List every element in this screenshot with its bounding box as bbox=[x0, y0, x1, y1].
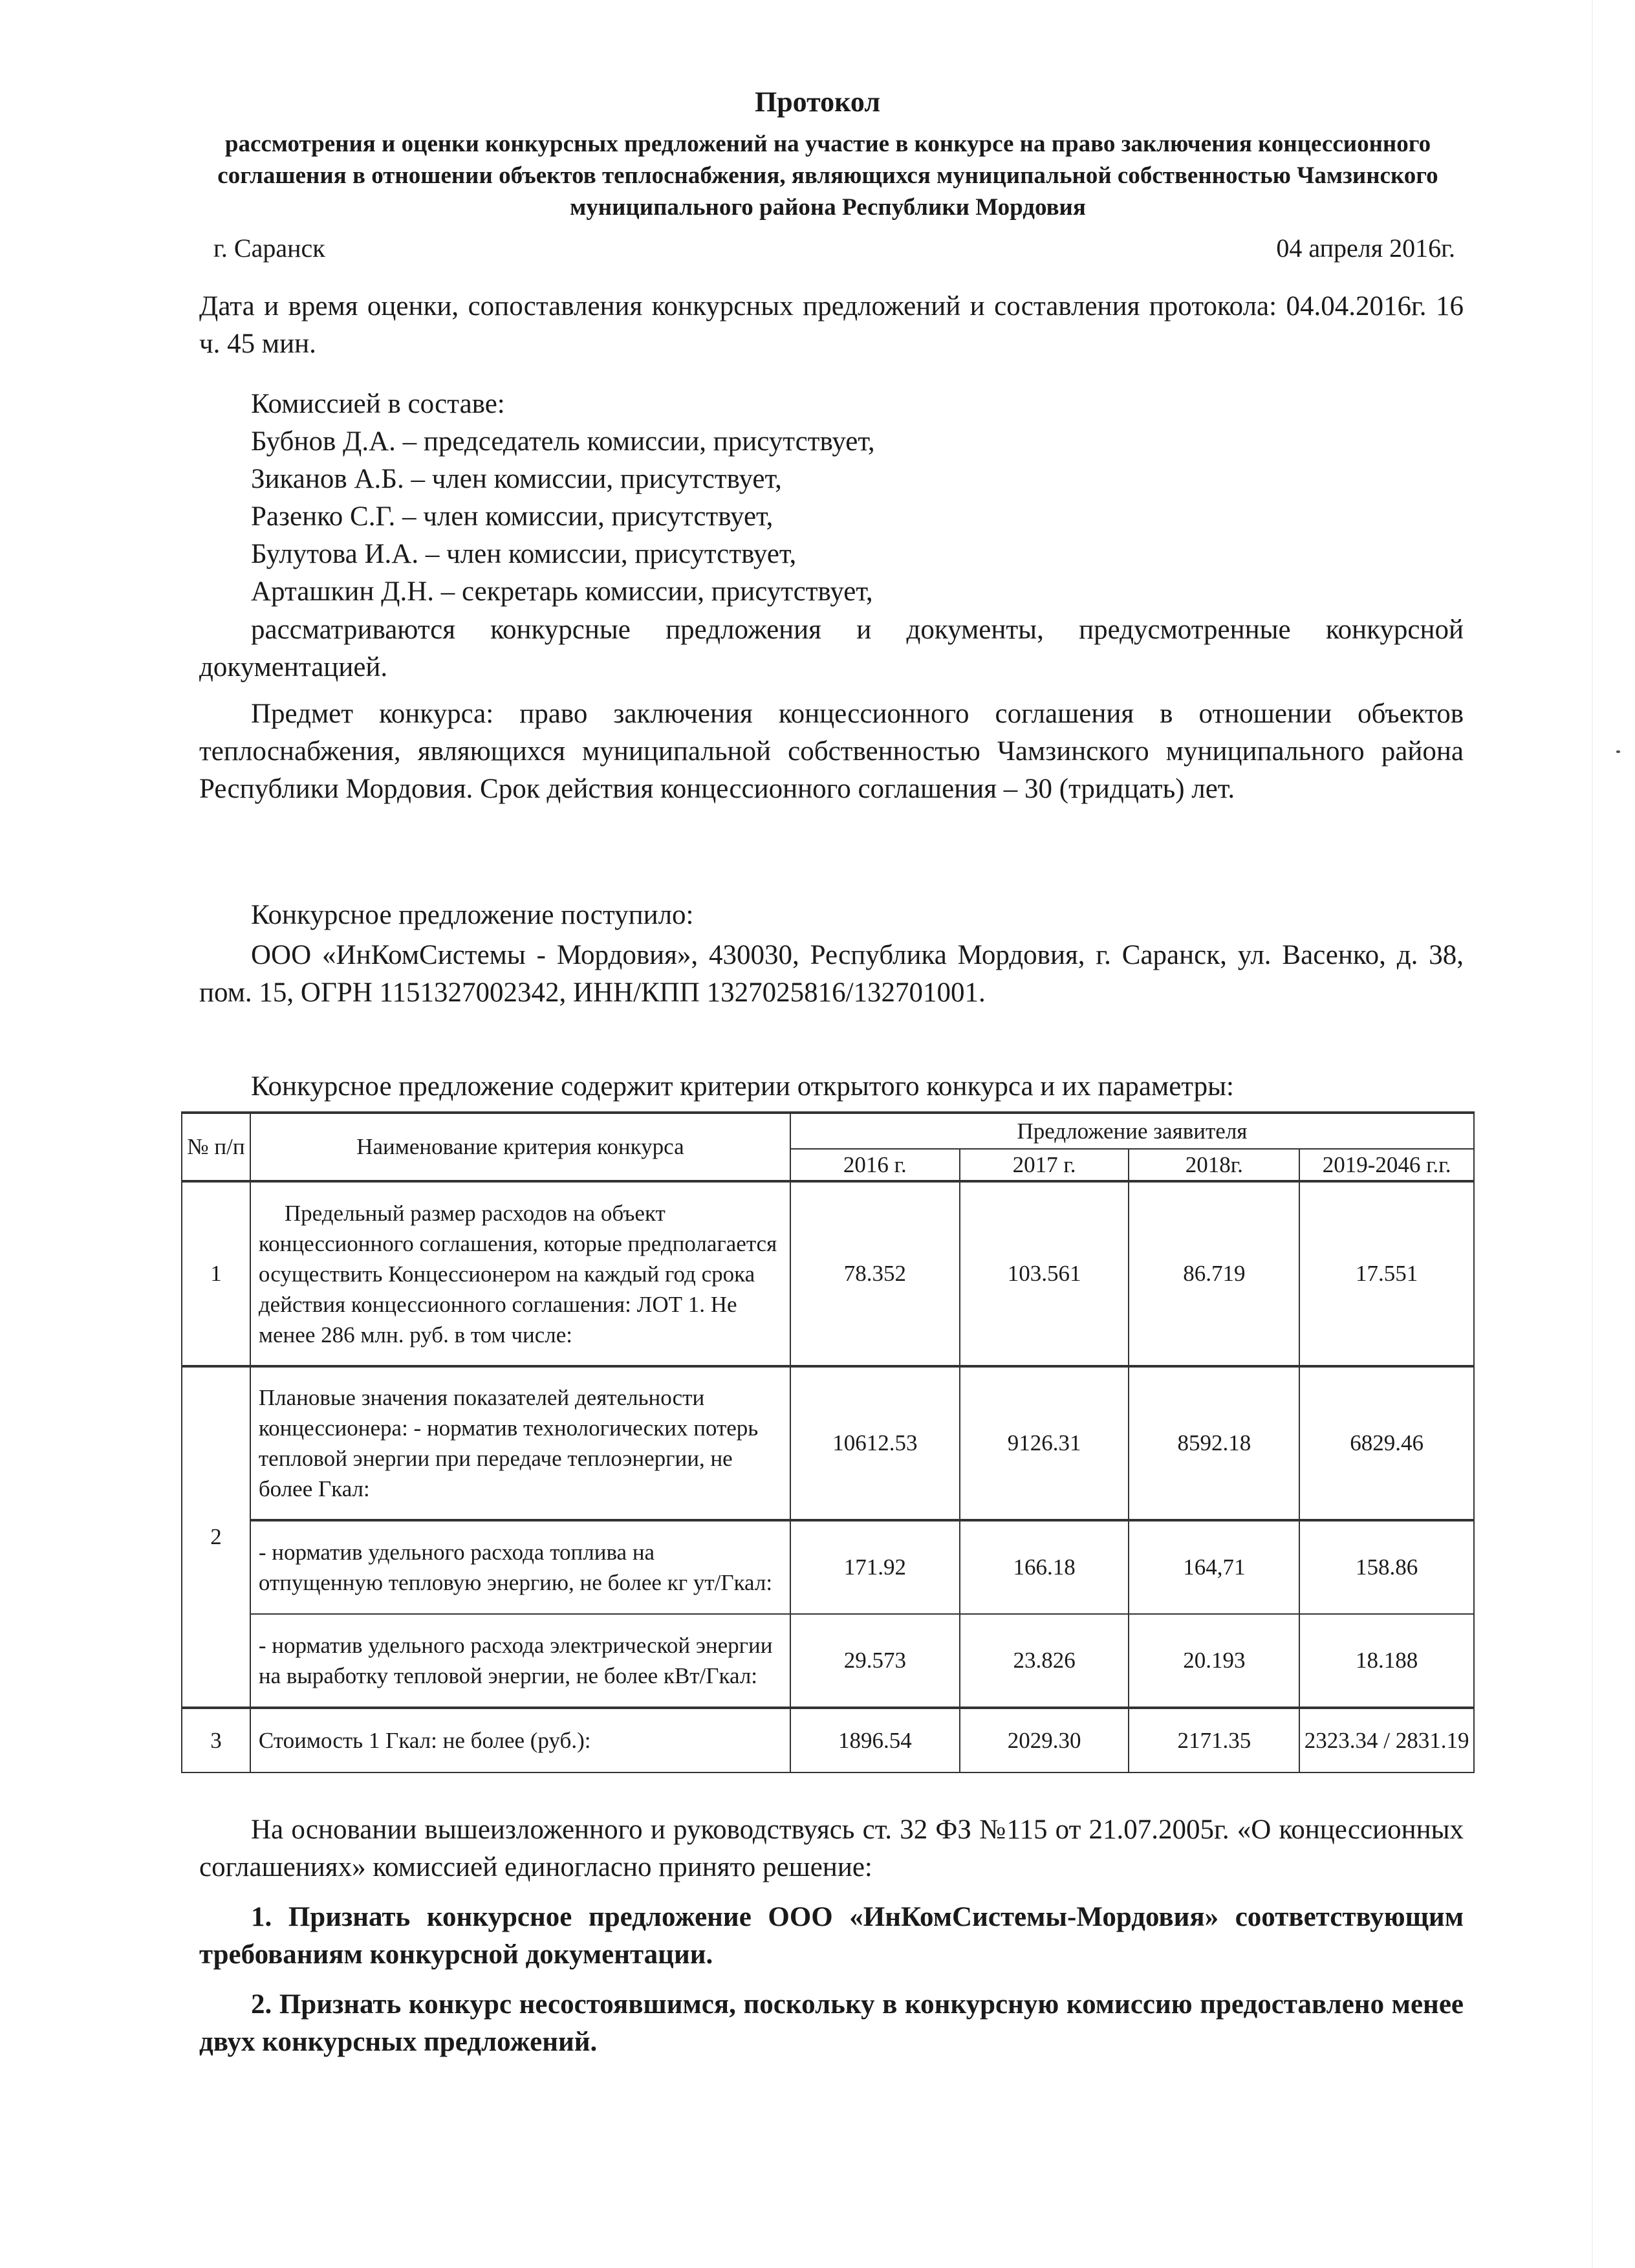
row-value: 2171.35 bbox=[1129, 1708, 1299, 1772]
document-subtitle: рассмотрения и оценки конкурсных предложений на участие в конкурсе на право заключения концессионного соглашения в отношении объектов теплоснабжения, являющихся муниципальной собственностью Чамзинского муниципального района Республики Мордовия bbox=[217, 131, 1438, 221]
row-value: 10612.53 bbox=[790, 1366, 960, 1520]
scan-artifact-line bbox=[1592, 0, 1593, 2268]
city: г. Саранск bbox=[213, 234, 325, 263]
row-value: 164,71 bbox=[1129, 1520, 1299, 1614]
row-criterion: Стоимость 1 Гкал: не более (руб.): bbox=[250, 1708, 790, 1772]
scan-artifact-speck bbox=[1616, 750, 1620, 753]
row-value: 29.573 bbox=[790, 1614, 960, 1708]
decision-item: 1. Признать конкурсное предложение ООО «ИнКомСистемы-Мордовия» соответствующим требованиям конкурсной документации. bbox=[199, 1902, 1464, 1970]
row-value: 78.352 bbox=[790, 1181, 960, 1366]
row-criterion: Плановые значения показателей деятельности концессионера: - норматив технологических потерь тепловой энергии при передаче теплоэнергии, не более Гкал: bbox=[250, 1366, 790, 1520]
row-value: 2029.30 bbox=[960, 1708, 1129, 1772]
criteria-table bbox=[181, 1111, 1475, 1773]
commission-member: Булутова И.А. – член комиссии, присутствует, bbox=[251, 539, 797, 569]
row-value: 20.193 bbox=[1129, 1614, 1299, 1708]
header-year: 2018г. bbox=[1129, 1149, 1299, 1181]
document-date: 04 апреля 2016г. bbox=[1276, 234, 1455, 263]
row-value: 171.92 bbox=[790, 1520, 960, 1614]
row-value: 2323.34 / 2831.19 bbox=[1299, 1708, 1474, 1772]
commission-member: Бубнов Д.А. – председатель комиссии, присутствует, bbox=[251, 426, 875, 457]
table-row bbox=[182, 1181, 1474, 1366]
row-value: 9126.31 bbox=[960, 1366, 1129, 1520]
row-criterion: Предельный размер расходов на объект концессионного соглашения, которые предполагается осуществить Концессионером на каждый год срока действия концессионного соглашения: ЛОТ 1. Не менее 286 млн. руб. в том числе: bbox=[250, 1181, 790, 1366]
header-offer: Предложение заявителя bbox=[790, 1113, 1474, 1149]
row-value: 6829.46 bbox=[1299, 1366, 1474, 1520]
document-title: Протокол bbox=[754, 86, 881, 118]
legal-basis: На основании вышеизложенного и руководствуясь ст. 32 ФЗ №115 от 21.07.2005г. «О концессионных соглашениях» комиссией единогласно принято решение: bbox=[199, 1815, 1464, 1882]
commission-member: Разенко С.Г. – член комиссии, присутствует, bbox=[251, 501, 774, 532]
table-intro: Конкурсное предложение содержит критерии открытого конкурса и их параметры: bbox=[251, 1071, 1234, 1102]
table-row bbox=[182, 1520, 1474, 1614]
row-num: 1 bbox=[182, 1181, 250, 1366]
table-row bbox=[182, 1614, 1474, 1708]
header-num: № п/п bbox=[182, 1113, 250, 1181]
row-criterion: - норматив удельного расхода электрической энергии на выработку тепловой энергии, не более кВт/Гкал: bbox=[250, 1614, 790, 1708]
applicant-details: ООО «ИнКомСистемы - Мордовия», 430030, Республика Мордовия, г. Саранск, ул. Васенко, д. 38, пом. 15, ОГРН 1151327002342, ИНН/КПП 1327025816/132701001. bbox=[199, 940, 1464, 1008]
row-value: 166.18 bbox=[960, 1520, 1129, 1614]
row-value: 103.561 bbox=[960, 1181, 1129, 1366]
table-row bbox=[182, 1366, 1474, 1520]
row-value: 158.86 bbox=[1299, 1520, 1474, 1614]
evaluation-datetime: Дата и время оценки, сопоставления конкурсных предложений и составления протокола: 04.04.2016г. 16 ч. 45 мин. bbox=[199, 291, 1464, 359]
row-criterion: - норматив удельного расхода топлива на отпущенную тепловую энергию, не более кг ут/Гкал: bbox=[250, 1520, 790, 1614]
row-num: 3 bbox=[182, 1708, 250, 1772]
table-row bbox=[182, 1708, 1474, 1772]
header-year: 2019-2046 г.г. bbox=[1299, 1149, 1474, 1181]
row-value: 17.551 bbox=[1299, 1181, 1474, 1366]
row-value: 86.719 bbox=[1129, 1181, 1299, 1366]
header-criterion: Наименование критерия конкурса bbox=[250, 1113, 790, 1181]
proposal-received-label: Конкурсное предложение поступило: bbox=[251, 900, 694, 930]
commission-member: Арташкин Д.Н. – секретарь комиссии, присутствует, bbox=[251, 576, 873, 607]
row-value: 18.188 bbox=[1299, 1614, 1474, 1708]
commission-considered: рассматриваются конкурсные предложения и документы, предусмотренные конкурсной документацией. bbox=[199, 615, 1464, 682]
decision-item: 2. Признать конкурс несостоявшимся, поскольку в конкурсную комиссию предоставлено менее двух конкурсных предложений. bbox=[199, 1989, 1464, 2057]
commission-member: Зиканов А.Б. – член комиссии, присутствует, bbox=[251, 464, 782, 494]
row-num: 2 bbox=[182, 1366, 250, 1708]
contest-subject: Предмет конкурса: право заключения концессионного соглашения в отношении объектов теплоснабжения, являющихся муниципальной собственностью Чамзинского муниципального района Республики Мордовия. Срок действия концессионного соглашения – 30 (тридцать) лет. bbox=[199, 699, 1464, 804]
row-value: 8592.18 bbox=[1129, 1366, 1299, 1520]
header-year: 2017 г. bbox=[960, 1149, 1129, 1181]
header-year: 2016 г. bbox=[790, 1149, 960, 1181]
commission-intro: Комиссией в составе: bbox=[251, 389, 505, 419]
row-value: 23.826 bbox=[960, 1614, 1129, 1708]
row-value: 1896.54 bbox=[790, 1708, 960, 1772]
